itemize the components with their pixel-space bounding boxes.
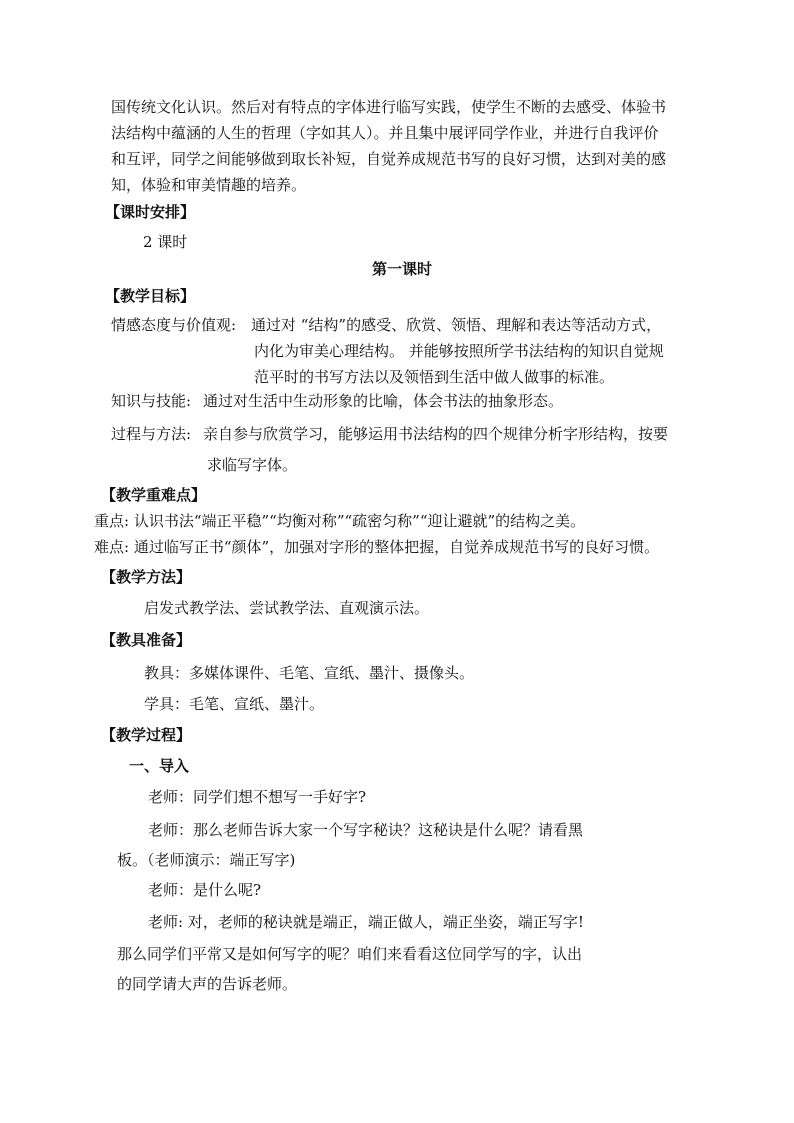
difficult-point-text: 难点: 通过临写正书“颜体”，加强对字形的整体把握，自觉养成规范书写的良好习惯。 — [94, 538, 660, 556]
dialogue-line-4c: 的同学请大声的告诉老师。 — [117, 975, 298, 993]
objectives-heading: 【教学目标】 — [105, 287, 196, 305]
tools-heading: 【教具准备】 — [101, 631, 192, 649]
process-line-1: 亲自参与欣赏学习，能够运用书法结构的四个规律分析字形结构，按要 — [203, 425, 669, 443]
emotion-line-3: 范平时的书写方法以及领悟到生活中做人做事的标准。 — [254, 368, 615, 386]
intro-line-4: 知，体验和审美情趣的培养。 — [111, 176, 307, 194]
knowledge-text: 通过对生活中生动形象的比喻，体会书法的抽象形态。 — [203, 392, 564, 410]
key-points-heading: 【教学重难点】 — [101, 486, 207, 504]
tools-student: 学具：毛笔、宣纸、墨汁。 — [144, 695, 325, 713]
process-heading: 【教学过程】 — [101, 726, 192, 744]
emotion-line-1: 通过对 “结构”的感受、欣赏、领悟、理解和表达等活动方式， — [251, 316, 662, 334]
dialogue-line-2b: 板。（老师演示：端正写字) — [117, 851, 296, 869]
lesson-title: 第一课时 — [372, 260, 433, 278]
key-point-text: 重点: 认识书法“端正平稳”“均衡对称”“疏密匀称”“迎让避就”的结构之美。 — [94, 512, 586, 530]
schedule-heading: 【课时安排】 — [105, 203, 196, 221]
dialogue-line-1: 老师：同学们想不想写一手好字? — [148, 788, 367, 806]
process-line-2: 求临写字体。 — [207, 456, 298, 474]
schedule-value: 2 课时 — [143, 233, 188, 251]
section-intro-title: 一、导入 — [129, 757, 190, 775]
intro-line-3: 和互评，同学之间能够做到取长补短，自觉养成规范书写的良好习惯，达到对美的感 — [111, 150, 667, 168]
methods-heading: 【教学方法】 — [101, 568, 192, 586]
dialogue-line-2a: 老师：那么老师告诉大家一个写字秘诀？这秘诀是什么呢？请看黑 — [148, 821, 584, 839]
emotion-line-2: 内化为审美心理结构。 并能够按照所学书法结构的知识自觉规 — [254, 342, 664, 360]
methods-text: 启发式教学法、尝试教学法、直观演示法。 — [144, 599, 430, 617]
intro-line-2: 法结构中蕴涵的人生的哲理（字如其人）。并且集中展评同学作业，并进行自我评价 — [111, 124, 659, 142]
knowledge-label: 知识与技能: — [111, 392, 192, 410]
process-label: 过程与方法: — [111, 425, 192, 443]
dialogue-line-4a: 老师: 对，老师的秘诀就是端正，端正做人，端正坐姿，端正写字! — [148, 913, 584, 931]
dialogue-line-3: 老师：是什么呢? — [148, 881, 262, 899]
tools-teacher: 教具：多媒体课件、毛笔、宣纸、墨汁、摄像头。 — [144, 664, 475, 682]
emotion-label: 情感态度与价值观: — [111, 316, 237, 334]
intro-line-1: 国传统文化认识。然后对有特点的字体进行临写实践，使学生不断的去感受、体验书 — [111, 98, 667, 116]
dialogue-line-4b: 那么同学们平常又是如何写字的呢？咱们来看看这位同学写的字，认出 — [117, 945, 583, 963]
